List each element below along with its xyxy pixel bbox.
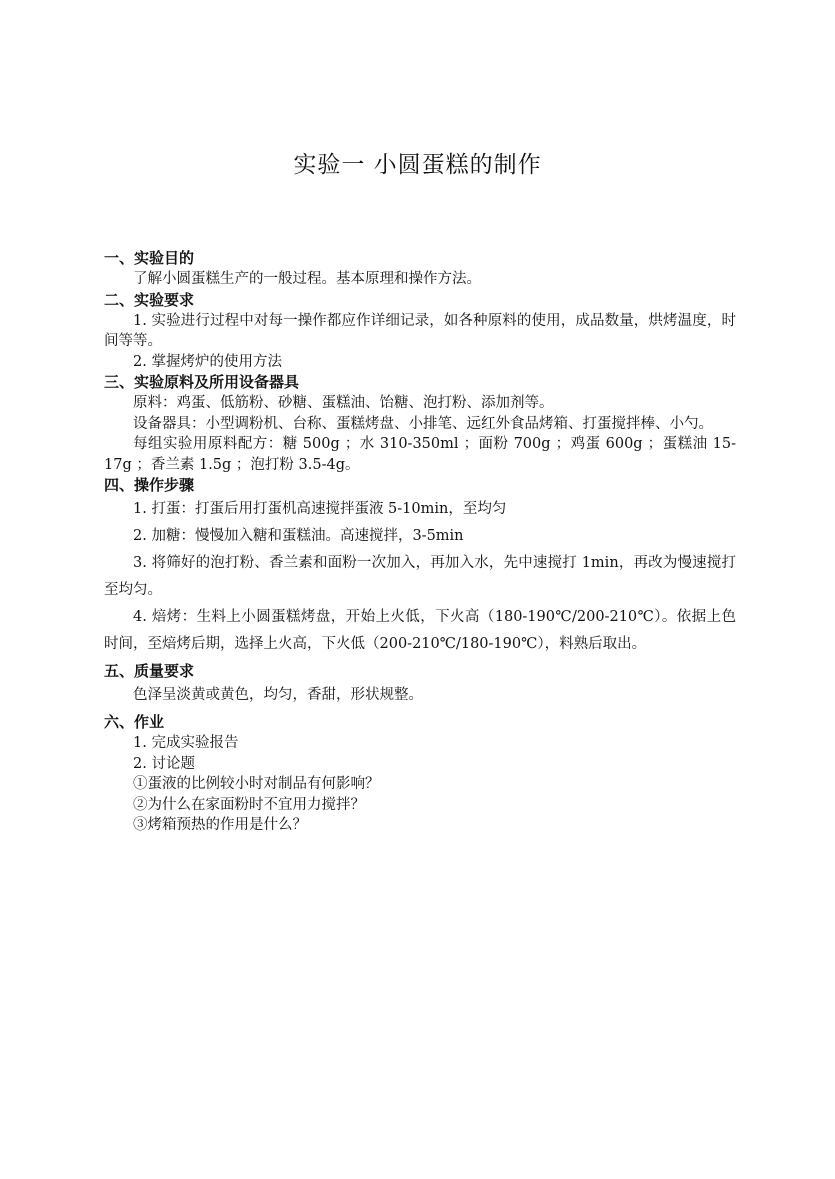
procedure-step-1: 1. 打蛋：打蛋后用打蛋机高速搅拌蛋液 5-10min，至均匀 [133,501,507,517]
equipment-text: 设备器具：小型调粉机、台称、蛋糕烤盘、小排笔、远红外食品烤箱、打蛋搅拌棒、小勺。 [133,415,713,432]
discussion-question-1: ①蛋液的比例较小时对制品有何影响？ [133,776,380,792]
procedure-step-2: 2. 加糖：慢慢加入糖和蛋糕油。高速搅拌，3-5min [133,528,464,544]
homework-item-1: 1. 完成实验报告 [133,735,239,751]
section-heading-requirements: 二、实验要求 [104,290,195,309]
procedure-step-3: 3. 将筛好的泡打粉、香兰素和面粉一次加入，再加入水，先中速搅打 1min，再改为慢速搅打至均匀。 [104,555,736,598]
requirement-item-1: 1. 实验进行过程中对每一操作都应作详细记录，如各种原料的使用，成品数量，烘烤温度，时间等等。 [104,312,736,349]
materials-text: 原料：鸡蛋、低筋粉、砂糖、蛋糕油、饴糖、泡打粉、添加剂等。 [133,395,554,411]
section-heading-materials: 三、实验原料及所用设备器具 [104,373,300,391]
formula-text: 每组实验用原料配方：糖 500g ；水 310-350ml ；面粉 700g ；鸡蛋 600g ；蛋糕油 15-17g ；香兰素 1.5g ；泡打粉 3.5-4g。 [104,436,736,473]
section-heading-purpose: 一、实验目的 [104,249,195,267]
document-title: 实验一 小圆蛋糕的制作 [293,152,542,178]
document-body [104,248,736,836]
procedure-step-4: 4. 焙烤：生料上小圆蛋糕烤盘，开始上火低，下火高（180-190℃/200-210℃）。依据上色时间，至焙烤后期，选择上火高，下火低（200-210℃/180-190℃），料熟后取出。 [104,609,736,652]
section-heading-procedure: 四、操作步骤 [104,476,195,494]
section-heading-quality: 五、质量要求 [104,662,195,680]
homework-item-2: 2. 讨论题 [133,755,195,772]
purpose-text: 了解小圆蛋糕生产的一般过程。基本原理和操作方法。 [133,271,481,287]
discussion-question-2: ②为什么在家面粉时不宜用力搅拌？ [133,796,365,813]
quality-text: 色泽呈淡黄或黄色，均匀，香甜，形状规整。 [133,687,423,703]
section-heading-homework: 六、作业 [104,713,165,731]
requirement-item-2: 2. 掌握烤炉的使用方法 [133,353,282,370]
discussion-question-3: ③烤箱预热的作用是什么？ [133,817,307,833]
